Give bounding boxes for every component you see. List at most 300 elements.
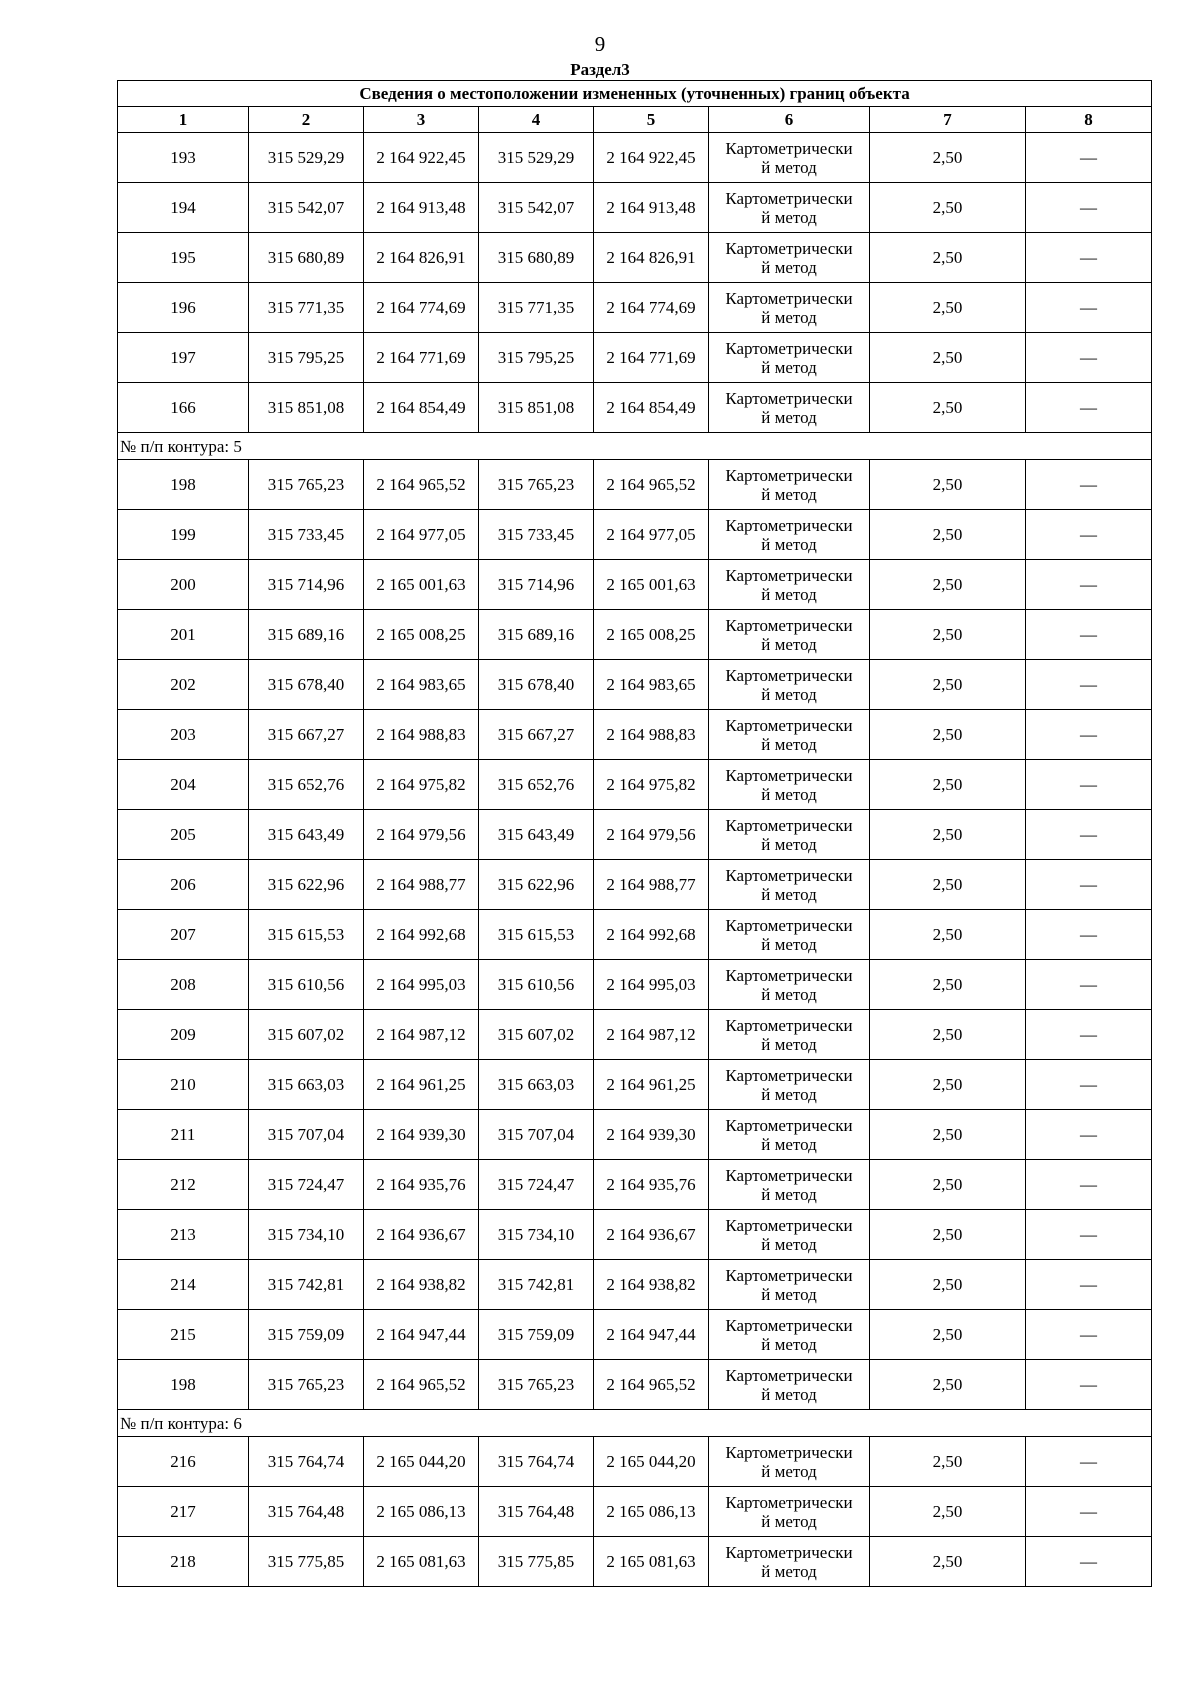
method-text-line2: й метод: [761, 884, 817, 904]
table-row: [118, 1487, 1152, 1537]
accuracy-cell: 2,50: [870, 710, 1026, 760]
description-cell: —: [1026, 1010, 1152, 1060]
old-y-cell: 2 164 988,83: [364, 710, 479, 760]
description-cell: —: [1026, 1260, 1152, 1310]
description-cell: —: [1026, 1537, 1152, 1587]
new-x-cell: 315 764,74: [479, 1437, 594, 1487]
new-x-cell: 315 765,23: [479, 460, 594, 510]
method-cell: [709, 1487, 870, 1537]
old-x-cell: 315 742,81: [249, 1260, 364, 1310]
method-cell: [709, 910, 870, 960]
description-cell: —: [1026, 233, 1152, 283]
column-header-6: 6: [709, 107, 870, 133]
old-x-cell: 315 764,74: [249, 1437, 364, 1487]
new-y-cell: 2 164 922,45: [594, 133, 709, 183]
new-y-cell: 2 164 961,25: [594, 1060, 709, 1110]
old-x-cell: 315 680,89: [249, 233, 364, 283]
table-row: [118, 810, 1152, 860]
new-x-cell: 315 707,04: [479, 1110, 594, 1160]
description-cell: —: [1026, 810, 1152, 860]
new-x-cell: 315 622,96: [479, 860, 594, 910]
table-row: [118, 1437, 1152, 1487]
old-y-cell: 2 164 826,91: [364, 233, 479, 283]
method-text-line2: й метод: [761, 1461, 817, 1481]
boundary-coordinates-table: [117, 80, 1152, 1587]
method-cell: [709, 1260, 870, 1310]
old-y-cell: 2 164 939,30: [364, 1110, 479, 1160]
old-y-cell: 2 165 081,63: [364, 1537, 479, 1587]
method-cell: [709, 760, 870, 810]
method-text-line2: й метод: [761, 1384, 817, 1404]
method-cell: [709, 183, 870, 233]
accuracy-cell: 2,50: [870, 610, 1026, 660]
method-cell: [709, 1160, 870, 1210]
method-text-line1: Картометрически: [725, 665, 853, 685]
old-y-cell: 2 164 771,69: [364, 333, 479, 383]
new-x-cell: 315 714,96: [479, 560, 594, 610]
point-number-cell: 206: [118, 860, 249, 910]
old-y-cell: 2 164 935,76: [364, 1160, 479, 1210]
method-cell: [709, 510, 870, 560]
old-x-cell: 315 622,96: [249, 860, 364, 910]
old-x-cell: 315 652,76: [249, 760, 364, 810]
description-cell: —: [1026, 1310, 1152, 1360]
description-cell: —: [1026, 960, 1152, 1010]
method-cell: [709, 133, 870, 183]
point-number-cell: 195: [118, 233, 249, 283]
method-text-line1: Картометрически: [725, 715, 853, 735]
new-y-cell: 2 164 988,83: [594, 710, 709, 760]
new-x-cell: 315 610,56: [479, 960, 594, 1010]
description-cell: —: [1026, 1210, 1152, 1260]
old-x-cell: 315 607,02: [249, 1010, 364, 1060]
table-header-row: [118, 107, 1152, 133]
point-number-cell: 209: [118, 1010, 249, 1060]
method-cell: [709, 810, 870, 860]
method-text-line2: й метод: [761, 1511, 817, 1531]
description-cell: —: [1026, 660, 1152, 710]
method-text-line2: й метод: [761, 1184, 817, 1204]
method-text-line2: й метод: [761, 1284, 817, 1304]
page-number: 9: [594, 32, 606, 56]
method-text-line2: й метод: [761, 1134, 817, 1154]
new-x-cell: 315 663,03: [479, 1060, 594, 1110]
table-body: [118, 81, 1152, 1587]
new-y-cell: 2 164 935,76: [594, 1160, 709, 1210]
description-cell: —: [1026, 910, 1152, 960]
method-cell: [709, 610, 870, 660]
new-y-cell: 2 164 987,12: [594, 1010, 709, 1060]
new-x-cell: 315 615,53: [479, 910, 594, 960]
accuracy-cell: 2,50: [870, 510, 1026, 560]
method-text-line1: Картометрически: [725, 965, 853, 985]
method-text-line2: й метод: [761, 584, 817, 604]
method-text-line1: Картометрически: [725, 1065, 853, 1085]
new-y-cell: 2 164 826,91: [594, 233, 709, 283]
method-text-line1: Картометрически: [725, 1115, 853, 1135]
column-header-3: 3: [364, 107, 479, 133]
contour-row: [118, 1410, 1152, 1437]
old-y-cell: 2 164 936,67: [364, 1210, 479, 1260]
method-text-line2: й метод: [761, 207, 817, 227]
method-text-line1: Картометрически: [725, 865, 853, 885]
method-cell: [709, 1437, 870, 1487]
old-y-cell: 2 165 008,25: [364, 610, 479, 660]
column-header-2: 2: [249, 107, 364, 133]
old-x-cell: 315 689,16: [249, 610, 364, 660]
point-number-cell: 202: [118, 660, 249, 710]
table-row: [118, 760, 1152, 810]
point-number-cell: 199: [118, 510, 249, 560]
new-y-cell: 2 164 854,49: [594, 383, 709, 433]
method-text-line1: Картометрически: [725, 815, 853, 835]
method-text-line2: й метод: [761, 534, 817, 554]
table-title: Сведения о местоположении измененных (уточненных) границ объекта: [118, 81, 1152, 107]
point-number-cell: 216: [118, 1437, 249, 1487]
new-x-cell: 315 542,07: [479, 183, 594, 233]
table-row: [118, 133, 1152, 183]
new-x-cell: 315 643,49: [479, 810, 594, 860]
new-y-cell: 2 164 975,82: [594, 760, 709, 810]
new-x-cell: 315 734,10: [479, 1210, 594, 1260]
new-x-cell: 315 775,85: [479, 1537, 594, 1587]
method-text-line1: Картометрически: [725, 1442, 853, 1462]
table-row: [118, 1260, 1152, 1310]
description-cell: —: [1026, 760, 1152, 810]
method-cell: [709, 710, 870, 760]
accuracy-cell: 2,50: [870, 1210, 1026, 1260]
table-row: [118, 383, 1152, 433]
old-y-cell: 2 165 086,13: [364, 1487, 479, 1537]
old-x-cell: 315 733,45: [249, 510, 364, 560]
new-x-cell: 315 771,35: [479, 283, 594, 333]
point-number-cell: 214: [118, 1260, 249, 1310]
new-x-cell: 315 680,89: [479, 233, 594, 283]
old-x-cell: 315 678,40: [249, 660, 364, 710]
description-cell: —: [1026, 710, 1152, 760]
accuracy-cell: 2,50: [870, 183, 1026, 233]
new-y-cell: 2 165 081,63: [594, 1537, 709, 1587]
old-x-cell: 315 795,25: [249, 333, 364, 383]
contour-label: № п/п контура: 5: [118, 433, 1152, 460]
new-y-cell: 2 164 992,68: [594, 910, 709, 960]
accuracy-cell: 2,50: [870, 133, 1026, 183]
table-row: [118, 710, 1152, 760]
method-text-line2: й метод: [761, 1034, 817, 1054]
table-row: [118, 510, 1152, 560]
old-y-cell: 2 164 965,52: [364, 1360, 479, 1410]
new-x-cell: 315 851,08: [479, 383, 594, 433]
old-y-cell: 2 164 987,12: [364, 1010, 479, 1060]
method-cell: [709, 860, 870, 910]
new-y-cell: 2 164 965,52: [594, 1360, 709, 1410]
accuracy-cell: 2,50: [870, 233, 1026, 283]
table-row: [118, 1310, 1152, 1360]
accuracy-cell: 2,50: [870, 760, 1026, 810]
old-x-cell: 315 771,35: [249, 283, 364, 333]
description-cell: —: [1026, 383, 1152, 433]
method-text-line1: Картометрически: [725, 188, 853, 208]
accuracy-cell: 2,50: [870, 1010, 1026, 1060]
old-x-cell: 315 765,23: [249, 460, 364, 510]
point-number-cell: 207: [118, 910, 249, 960]
old-y-cell: 2 164 965,52: [364, 460, 479, 510]
accuracy-cell: 2,50: [870, 383, 1026, 433]
method-text-line2: й метод: [761, 357, 817, 377]
method-text-line2: й метод: [761, 684, 817, 704]
method-cell: [709, 233, 870, 283]
method-text-line1: Картометрически: [725, 1165, 853, 1185]
point-number-cell: 194: [118, 183, 249, 233]
method-text-line2: й метод: [761, 1334, 817, 1354]
point-number-cell: 205: [118, 810, 249, 860]
accuracy-cell: 2,50: [870, 660, 1026, 710]
description-cell: —: [1026, 860, 1152, 910]
table-row: [118, 333, 1152, 383]
table-row: [118, 860, 1152, 910]
method-cell: [709, 333, 870, 383]
new-x-cell: 315 678,40: [479, 660, 594, 710]
description-cell: —: [1026, 283, 1152, 333]
accuracy-cell: 2,50: [870, 1110, 1026, 1160]
table-row: [118, 960, 1152, 1010]
method-text-line1: Картометрически: [725, 1492, 853, 1512]
method-text-line2: й метод: [761, 834, 817, 854]
point-number-cell: 198: [118, 1360, 249, 1410]
new-y-cell: 2 164 979,56: [594, 810, 709, 860]
old-x-cell: 315 734,10: [249, 1210, 364, 1260]
method-text-line1: Картометрически: [725, 138, 853, 158]
table-row: [118, 1210, 1152, 1260]
method-text-line2: й метод: [761, 734, 817, 754]
accuracy-cell: 2,50: [870, 1060, 1026, 1110]
method-text-line2: й метод: [761, 934, 817, 954]
point-number-cell: 208: [118, 960, 249, 1010]
old-y-cell: 2 164 922,45: [364, 133, 479, 183]
new-x-cell: 315 759,09: [479, 1310, 594, 1360]
old-y-cell: 2 164 913,48: [364, 183, 479, 233]
new-y-cell: 2 164 988,77: [594, 860, 709, 910]
point-number-cell: 198: [118, 460, 249, 510]
new-x-cell: 315 795,25: [479, 333, 594, 383]
table-row: [118, 610, 1152, 660]
old-x-cell: 315 663,03: [249, 1060, 364, 1110]
old-y-cell: 2 164 961,25: [364, 1060, 479, 1110]
method-text-line1: Картометрически: [725, 1542, 853, 1562]
new-y-cell: 2 164 938,82: [594, 1260, 709, 1310]
method-text-line2: й метод: [761, 407, 817, 427]
method-text-line1: Картометрически: [725, 915, 853, 935]
method-text-line1: Картометрически: [725, 465, 853, 485]
new-y-cell: 2 165 001,63: [594, 560, 709, 610]
old-x-cell: 315 851,08: [249, 383, 364, 433]
point-number-cell: 196: [118, 283, 249, 333]
table-row: [118, 1360, 1152, 1410]
column-header-4: 4: [479, 107, 594, 133]
table-row: [118, 660, 1152, 710]
old-y-cell: 2 164 975,82: [364, 760, 479, 810]
old-y-cell: 2 164 977,05: [364, 510, 479, 560]
table-row: [118, 460, 1152, 510]
table-row: [118, 1110, 1152, 1160]
table-row: [118, 233, 1152, 283]
old-x-cell: 315 714,96: [249, 560, 364, 610]
old-y-cell: 2 165 044,20: [364, 1437, 479, 1487]
accuracy-cell: 2,50: [870, 283, 1026, 333]
new-y-cell: 2 164 913,48: [594, 183, 709, 233]
table-row: [118, 1010, 1152, 1060]
old-y-cell: 2 165 001,63: [364, 560, 479, 610]
new-y-cell: 2 164 983,65: [594, 660, 709, 710]
old-x-cell: 315 765,23: [249, 1360, 364, 1410]
new-y-cell: 2 164 965,52: [594, 460, 709, 510]
point-number-cell: 217: [118, 1487, 249, 1537]
method-cell: [709, 1210, 870, 1260]
new-x-cell: 315 765,23: [479, 1360, 594, 1410]
method-text-line2: й метод: [761, 1084, 817, 1104]
method-text-line2: й метод: [761, 784, 817, 804]
table-title-row: [118, 81, 1152, 107]
description-cell: —: [1026, 560, 1152, 610]
description-cell: —: [1026, 1437, 1152, 1487]
old-x-cell: 315 775,85: [249, 1537, 364, 1587]
method-text-line2: й метод: [761, 484, 817, 504]
contour-row: [118, 433, 1152, 460]
method-text-line1: Картометрически: [725, 1365, 853, 1385]
new-y-cell: 2 164 947,44: [594, 1310, 709, 1360]
method-text-line1: Картометрически: [725, 1215, 853, 1235]
column-header-1: 1: [118, 107, 249, 133]
old-x-cell: 315 615,53: [249, 910, 364, 960]
method-text-line1: Картометрически: [725, 388, 853, 408]
method-text-line1: Картометрически: [725, 1015, 853, 1035]
accuracy-cell: 2,50: [870, 1310, 1026, 1360]
table-row: [118, 1537, 1152, 1587]
new-y-cell: 2 164 936,67: [594, 1210, 709, 1260]
point-number-cell: 166: [118, 383, 249, 433]
point-number-cell: 203: [118, 710, 249, 760]
new-y-cell: 2 164 774,69: [594, 283, 709, 333]
accuracy-cell: 2,50: [870, 1360, 1026, 1410]
method-text-line2: й метод: [761, 307, 817, 327]
old-x-cell: 315 707,04: [249, 1110, 364, 1160]
point-number-cell: 215: [118, 1310, 249, 1360]
new-y-cell: 2 165 086,13: [594, 1487, 709, 1537]
method-text-line1: Картометрически: [725, 565, 853, 585]
accuracy-cell: 2,50: [870, 1537, 1026, 1587]
point-number-cell: 212: [118, 1160, 249, 1210]
description-cell: —: [1026, 1160, 1152, 1210]
method-cell: [709, 560, 870, 610]
accuracy-cell: 2,50: [870, 860, 1026, 910]
description-cell: —: [1026, 1360, 1152, 1410]
new-y-cell: 2 165 008,25: [594, 610, 709, 660]
column-header-5: 5: [594, 107, 709, 133]
old-x-cell: 315 667,27: [249, 710, 364, 760]
table-row: [118, 283, 1152, 333]
point-number-cell: 210: [118, 1060, 249, 1110]
method-cell: [709, 1010, 870, 1060]
new-x-cell: 315 529,29: [479, 133, 594, 183]
column-header-7: 7: [870, 107, 1026, 133]
accuracy-cell: 2,50: [870, 560, 1026, 610]
description-cell: —: [1026, 610, 1152, 660]
method-text-line2: й метод: [761, 1561, 817, 1581]
accuracy-cell: 2,50: [870, 910, 1026, 960]
description-cell: —: [1026, 510, 1152, 560]
new-y-cell: 2 165 044,20: [594, 1437, 709, 1487]
new-x-cell: 315 652,76: [479, 760, 594, 810]
new-y-cell: 2 164 977,05: [594, 510, 709, 560]
old-x-cell: 315 764,48: [249, 1487, 364, 1537]
method-text-line1: Картометрически: [725, 1265, 853, 1285]
new-y-cell: 2 164 939,30: [594, 1110, 709, 1160]
old-x-cell: 315 529,29: [249, 133, 364, 183]
accuracy-cell: 2,50: [870, 333, 1026, 383]
old-x-cell: 315 724,47: [249, 1160, 364, 1210]
method-text-line1: Картометрически: [725, 765, 853, 785]
old-y-cell: 2 164 983,65: [364, 660, 479, 710]
method-cell: [709, 1110, 870, 1160]
method-cell: [709, 1060, 870, 1110]
accuracy-cell: 2,50: [870, 460, 1026, 510]
old-x-cell: 315 643,49: [249, 810, 364, 860]
new-x-cell: 315 724,47: [479, 1160, 594, 1210]
point-number-cell: 193: [118, 133, 249, 183]
method-text-line2: й метод: [761, 157, 817, 177]
contour-label: № п/п контура: 6: [118, 1410, 1152, 1437]
new-x-cell: 315 733,45: [479, 510, 594, 560]
table-row: [118, 560, 1152, 610]
method-text-line1: Картометрически: [725, 238, 853, 258]
method-text-line1: Картометрически: [725, 1315, 853, 1335]
old-y-cell: 2 164 992,68: [364, 910, 479, 960]
old-y-cell: 2 164 988,77: [364, 860, 479, 910]
new-x-cell: 315 742,81: [479, 1260, 594, 1310]
table-row: [118, 910, 1152, 960]
table-row: [118, 1160, 1152, 1210]
method-text-line1: Картометрически: [725, 288, 853, 308]
column-header-8: 8: [1026, 107, 1152, 133]
old-y-cell: 2 164 979,56: [364, 810, 479, 860]
method-text-line2: й метод: [761, 634, 817, 654]
new-y-cell: 2 164 995,03: [594, 960, 709, 1010]
point-number-cell: 200: [118, 560, 249, 610]
point-number-cell: 213: [118, 1210, 249, 1260]
method-cell: [709, 960, 870, 1010]
old-x-cell: 315 610,56: [249, 960, 364, 1010]
old-y-cell: 2 164 774,69: [364, 283, 479, 333]
description-cell: —: [1026, 183, 1152, 233]
point-number-cell: 197: [118, 333, 249, 383]
description-cell: —: [1026, 1110, 1152, 1160]
method-cell: [709, 383, 870, 433]
description-cell: —: [1026, 1487, 1152, 1537]
section-title: Раздел3: [570, 60, 630, 79]
description-cell: —: [1026, 133, 1152, 183]
point-number-cell: 211: [118, 1110, 249, 1160]
accuracy-cell: 2,50: [870, 960, 1026, 1010]
method-text-line2: й метод: [761, 1234, 817, 1254]
method-cell: [709, 1310, 870, 1360]
method-cell: [709, 460, 870, 510]
point-number-cell: 201: [118, 610, 249, 660]
new-x-cell: 315 689,16: [479, 610, 594, 660]
point-number-cell: 204: [118, 760, 249, 810]
old-y-cell: 2 164 995,03: [364, 960, 479, 1010]
description-cell: —: [1026, 333, 1152, 383]
description-cell: —: [1026, 1060, 1152, 1110]
